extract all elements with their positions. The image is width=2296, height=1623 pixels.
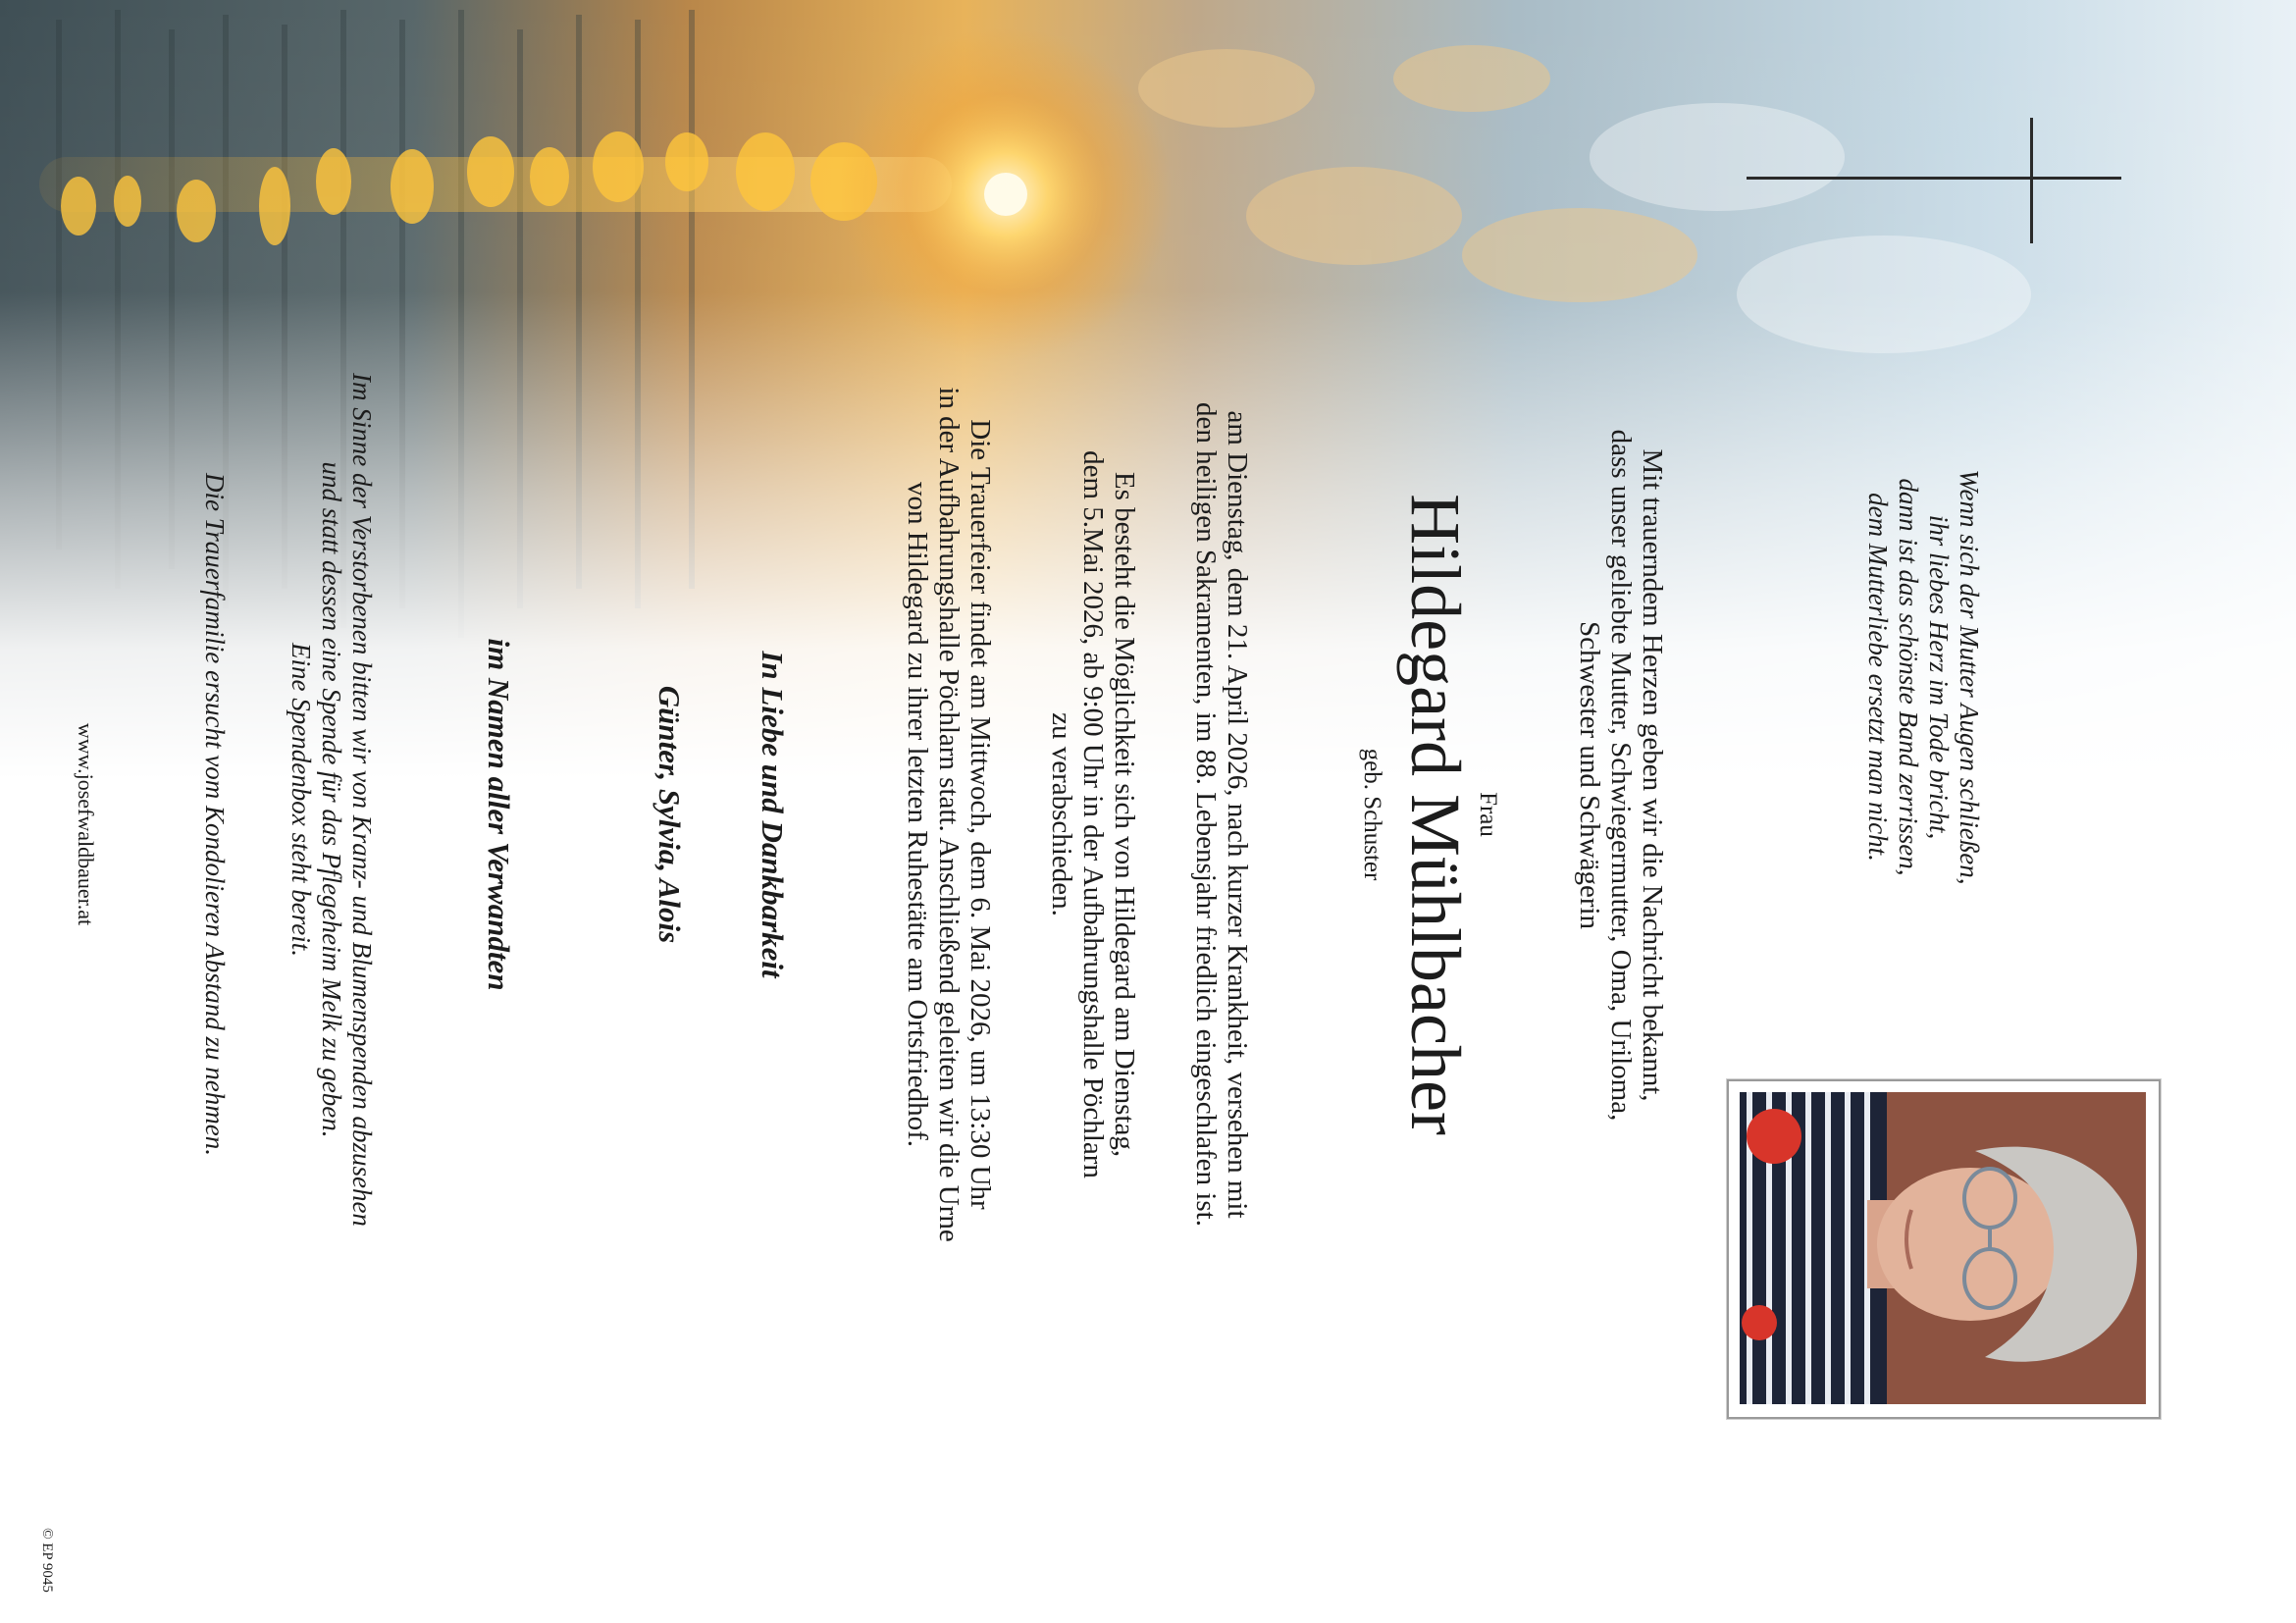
family-names: Günter, Sylvia, Alois [652, 685, 687, 944]
portrait-photo [1740, 1092, 2146, 1404]
relatives-line: im Namen aller Verwandten [482, 638, 516, 991]
intro-announcement: Mit trauerndem Herzen geben wir die Nachricht bekannt, dass unser geliebte Mutter, Schwiegermutter, Oma, Uriloma, Schwester und Schwägerin [1574, 429, 1668, 1122]
portrait-photo-frame [1727, 1079, 2161, 1419]
death-notice: am Dienstag, dem 21. April 2026, nach kurzer Krankheit, versehen mit den heiligen Sakramenten, im 88. Lebensjahr friedlich eingeschlafen ist. [1190, 402, 1253, 1227]
motto-poem: Wenn sich der Mutter Augen schließen, ihr liebes Herz im Tode bricht, dann ist das schönste Band zerrissen, dem Mutterliebe ersetzt man nicht. [1863, 469, 1984, 885]
funeral-ceremony-notice: Die Trauerfeier findet am Mittwoch, dem 6. Mai 2026, um 13:30 Uhr in der Aufbahrungshalle Pöchlarn statt. Anschließend geleiten wir die Urne von Hildegard zu ihrer letzten Ruhestätte am Ortsfriedhof. [902, 387, 996, 1242]
funeral-home-website: www.josefwaldbauer.at [74, 722, 98, 926]
donation-request: Im Sinne der Verstorbenen bitten wir von Kranz- und Blumenspenden abzusehen und statt dessen eine Spende für das Pflegeheim Melk zu geben. Eine Spendenbox steht bereit. [287, 373, 377, 1227]
condolence-request: Die Trauerfamilie ersucht vom Kondolieren Abstand zu nehmen. [200, 473, 230, 1156]
deceased-name: Hildegard Mühlbacher [1396, 494, 1475, 1135]
title-label: Frau [1475, 792, 1501, 837]
maiden-name: geb. Schuster [1359, 748, 1385, 881]
gratitude-line: In Liebe und Dankbarkeit [756, 651, 790, 978]
copyright-code: © EP 9045 [39, 1528, 55, 1593]
farewell-viewing-notice: Es besteht die Möglichkeit sich von Hildegard am Dienstag, dem 5.Mai 2026, ab 9:00 Uhr in der Aufbahrungshalle Pöchlarn zu verabschieden. [1046, 450, 1140, 1178]
